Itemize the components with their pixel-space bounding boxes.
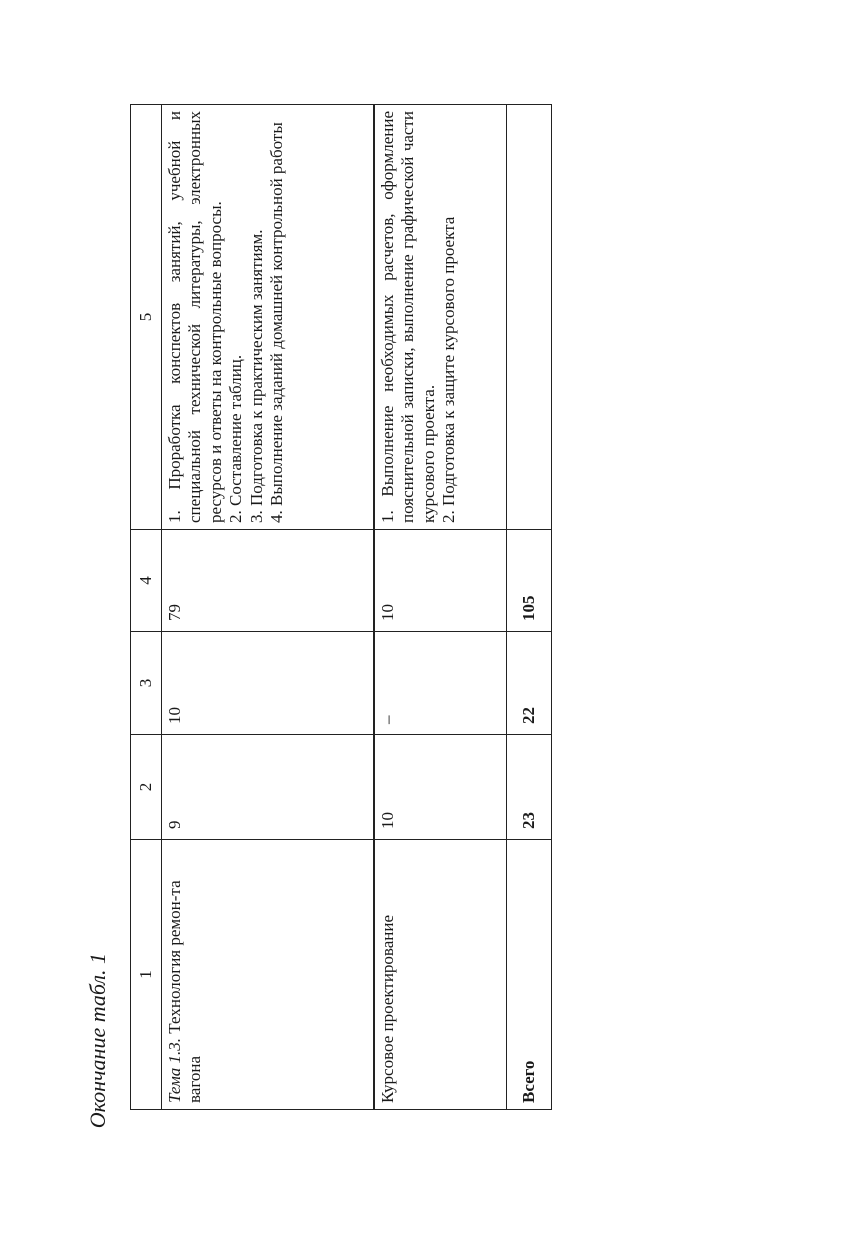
table-row <box>162 105 375 1110</box>
header-cell-2: 2 <box>131 735 162 840</box>
table-caption <box>85 0 130 1241</box>
hours-cell-2: 10 <box>374 735 507 840</box>
caption-text: Окончание табл. 1 <box>85 953 110 1129</box>
topic-number: Тема 1.3. <box>165 1037 184 1103</box>
activity-item: 2. Составление таблиц. <box>226 354 246 523</box>
activity-item: 4. Выполнение заданий домашней контрольной работы <box>266 122 286 523</box>
total-cell-5 <box>507 105 552 530</box>
header-cell-3: 3 <box>131 632 162 735</box>
total-row <box>507 105 552 1110</box>
activities-cell <box>374 105 507 530</box>
topic-cell: Курсовое проектирование <box>374 840 507 1110</box>
hours-cell-4: 10 <box>374 530 507 632</box>
study-plan-table <box>130 104 552 1110</box>
header-row <box>131 105 162 1110</box>
header-cell-1: 1 <box>131 840 162 1110</box>
total-cell-3: 22 <box>507 632 552 735</box>
hours-cell-3: – <box>374 632 507 735</box>
header-cell-5: 5 <box>131 105 162 530</box>
activities-cell <box>162 105 375 530</box>
header-cell-4: 4 <box>131 530 162 632</box>
topic-title: Технология ремон-та вагона <box>165 880 205 1103</box>
activity-item: 1. Проработка конспектов занятий, учебной и специальной технической литературы, электронных ресурсов и ответы на контрольные вопросы. <box>165 111 225 523</box>
rotated-table-container <box>130 105 542 1110</box>
activity-item: 3. Подготовка к практическим занятиям. <box>246 229 266 523</box>
table-row <box>374 105 507 1110</box>
hours-cell-2: 9 <box>162 735 375 840</box>
total-label: Всего <box>507 840 552 1110</box>
topic-cell <box>162 840 375 1110</box>
activity-item: 1. Выполнение необходимых расчетов, оформление пояснительной записки, выполнение графической части курсового проекта. <box>378 111 438 523</box>
hours-cell-3: 10 <box>162 632 375 735</box>
total-cell-4: 105 <box>507 530 552 632</box>
total-cell-2: 23 <box>507 735 552 840</box>
hours-cell-4: 79 <box>162 530 375 632</box>
activity-item: 2. Подготовка к защите курсового проекта <box>439 216 459 523</box>
